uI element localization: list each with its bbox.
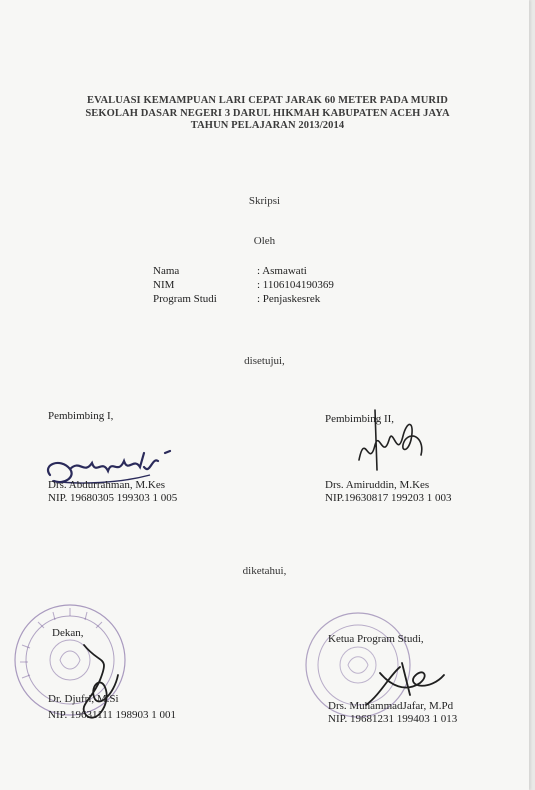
student-info-table (153, 264, 334, 306)
student-name-value: : Asmawati (257, 265, 307, 277)
dean-nip: NIP. 19631111 198903 1 001 (48, 709, 177, 721)
acknowledged-label: diketahui, (242, 565, 287, 577)
program-head-name: Drs. MuhammadJafar, M.Pd (328, 700, 454, 712)
title-line-3: TAHUN PELAJARAN 2013/2014 (190, 120, 345, 131)
student-name-label: Nama (153, 265, 180, 277)
advisor2-role: Pembimbing II, (325, 413, 395, 425)
by-label: Oleh (253, 235, 276, 247)
approved-label: disetujui, (244, 355, 285, 367)
dean-name: Dr. Djufri, M.Si (48, 693, 119, 705)
title-line-1: EVALUASI KEMAMPUAN LARI CEPAT JARAK 60 METER PADA MURID (87, 95, 448, 106)
thesis-title (40, 95, 495, 133)
document-type: Skripsi (248, 195, 281, 207)
advisor1-nip: NIP. 19680305 199303 1 005 (48, 492, 178, 504)
program-head-role: Ketua Program Studi, (328, 633, 424, 645)
dean-role: Dekan, (52, 627, 84, 639)
advisor2-nip: NIP.19630817 199203 1 003 (325, 492, 452, 504)
student-info-row (153, 292, 334, 306)
student-nim-value: : 1106104190369 (257, 279, 334, 291)
student-info-row (153, 278, 334, 292)
advisor2-name: Drs. Amiruddin, M.Kes (325, 479, 430, 491)
student-info-row (153, 264, 334, 278)
student-program-value: : Penjaskesrek (257, 293, 321, 305)
advisor1-name: Drs. Abdurrahman, M.Kes (48, 479, 166, 491)
student-nim-label: NIM (153, 279, 175, 291)
student-program-label: Program Studi (153, 293, 217, 305)
title-line-2: SEKOLAH DASAR NEGERI 3 DARUL HIKMAH KABUPATEN ACEH JAYA (85, 107, 450, 119)
advisor1-role: Pembimbing I, (48, 410, 114, 422)
program-head-nip: NIP. 19681231 199403 1 013 (328, 713, 458, 725)
advisor2-signature (345, 400, 435, 480)
